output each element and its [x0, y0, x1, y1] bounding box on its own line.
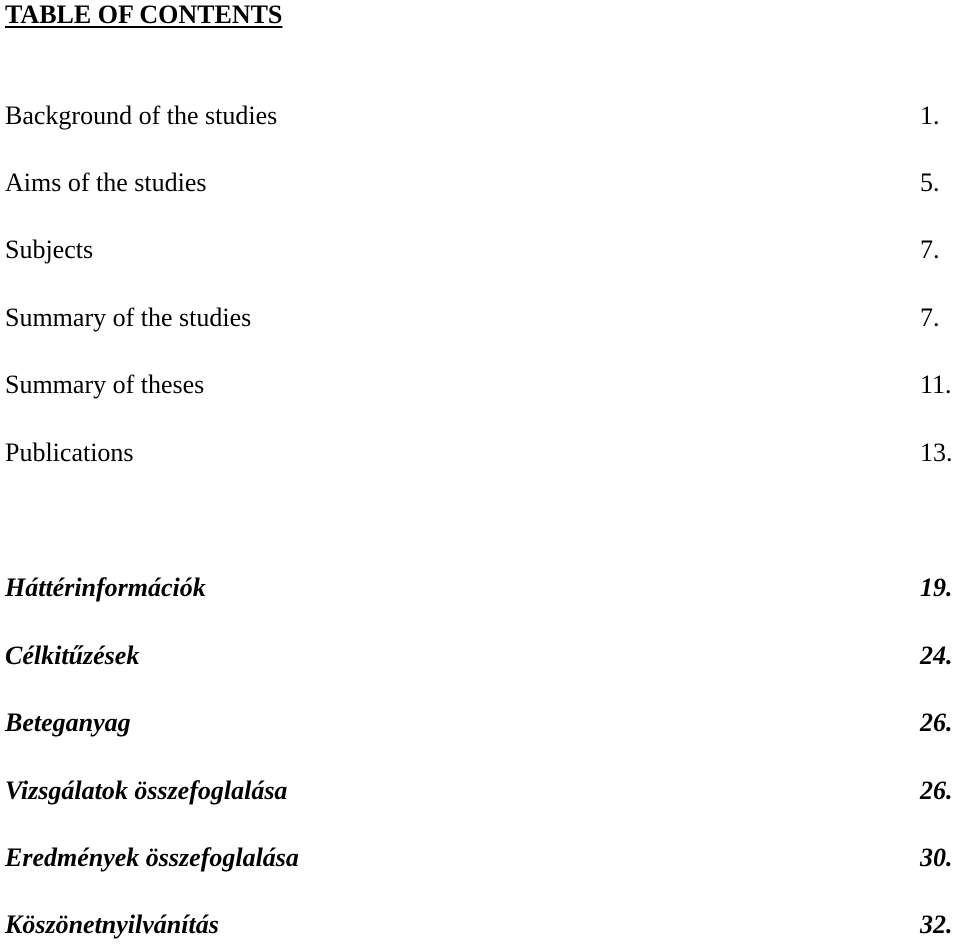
- toc-entry-beteganyag: [5, 708, 953, 738]
- toc-entry-title: Célkitűzések: [5, 641, 140, 670]
- toc-entry-page: 24.: [920, 641, 953, 670]
- toc-entry-title: Publications: [5, 438, 134, 467]
- toc-entry-eredmenyek: [5, 843, 953, 873]
- toc-entry-title: Summary of theses: [5, 370, 205, 399]
- toc-entry-title: Köszönetnyilvánítás: [5, 910, 219, 939]
- toc-entry-title: Beteganyag: [5, 708, 131, 737]
- toc-entry-page: 32.: [920, 910, 953, 939]
- toc-entry-background: [5, 101, 950, 131]
- toc-entry-page: 5.: [920, 168, 940, 197]
- toc-entry-page: 30.: [920, 843, 953, 872]
- toc-entry-page: 26.: [920, 776, 953, 805]
- toc-entry-title: Subjects: [5, 235, 94, 264]
- toc-heading: TABLE OF CONTENTS: [5, 0, 283, 29]
- toc-entry-page: 26.: [920, 708, 953, 737]
- toc-entry-page: 7.: [920, 235, 940, 264]
- toc-entry-page: 7.: [920, 303, 940, 332]
- toc-entry-aims: [5, 168, 950, 198]
- toc-entry-title: Eredmények összefoglalása: [5, 843, 299, 872]
- toc-entry-vizsgalatok: [5, 776, 953, 806]
- toc-entry-koszonetnyilvanitas: [5, 910, 953, 940]
- toc-entry-summary-theses: [5, 370, 950, 400]
- toc-entry-title: Vizsgálatok összefoglalása: [5, 776, 288, 805]
- toc-entry-subjects: [5, 235, 950, 265]
- toc-entry-page: 1.: [920, 101, 940, 130]
- toc-entry-title: Summary of the studies: [5, 303, 252, 332]
- toc-entry-publications: [5, 438, 953, 468]
- toc-entry-celkituzesek: [5, 641, 953, 671]
- toc-entry-page: 11.: [920, 370, 952, 399]
- toc-entry-page: 19.: [920, 573, 953, 602]
- toc-entry-page: 13.: [920, 438, 953, 467]
- toc-entry-title: Background of the studies: [5, 101, 278, 130]
- toc-entry-summary-studies: [5, 303, 950, 333]
- toc-entry-title: Aims of the studies: [5, 168, 207, 197]
- toc-entry-title: Háttérinformációk: [5, 573, 206, 602]
- toc-entry-hatterinformaciok: [5, 573, 953, 603]
